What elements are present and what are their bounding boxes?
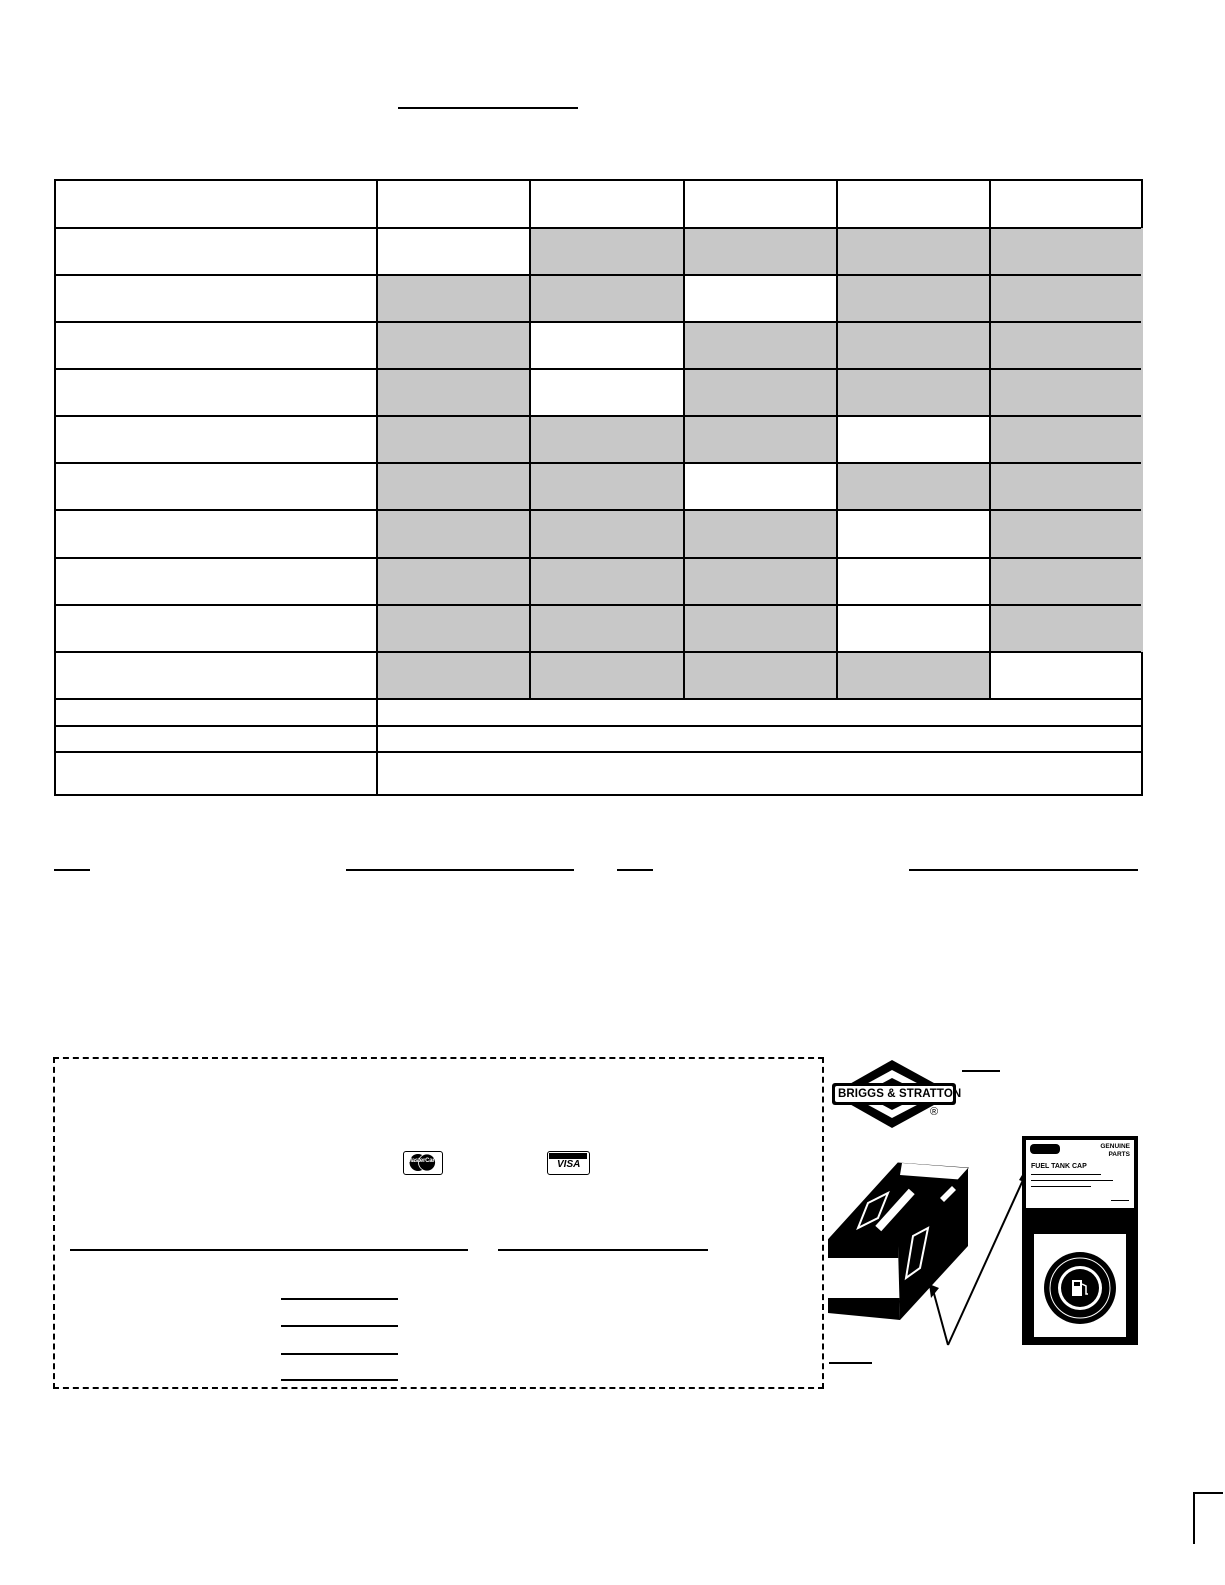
shaded-cell (530, 416, 684, 463)
shaded-cell (684, 369, 837, 416)
table-row-divider (56, 604, 1141, 606)
briggs-stratton-logo (830, 1058, 960, 1130)
shaded-cell (990, 463, 1143, 510)
visa-logo[interactable] (547, 1151, 590, 1175)
table-row-divider (56, 698, 1141, 700)
visa-label: VISA (557, 1159, 581, 1170)
maintenance-schedule-table (54, 179, 1143, 796)
table-column-divider (683, 181, 685, 699)
shaded-cell (837, 228, 990, 275)
pointer-arrows (925, 1160, 1035, 1355)
registered-mark: ® (930, 1106, 939, 1118)
shaded-cell (684, 652, 837, 699)
packaged-fuel-tank-cap (1022, 1136, 1138, 1345)
shaded-cell (377, 322, 530, 369)
shaded-cell (530, 605, 684, 652)
table-row-divider (56, 751, 1141, 753)
form-line-1 (281, 1298, 398, 1300)
shaded-cell (837, 463, 990, 510)
shaded-cell (377, 463, 530, 510)
table-row-divider (56, 415, 1141, 417)
table-row-divider (56, 725, 1141, 727)
shaded-cell (684, 416, 837, 463)
form-line-date (498, 1249, 708, 1251)
table-label-column-divider (376, 181, 378, 794)
shaded-cell (684, 322, 837, 369)
form-line-2 (281, 1325, 398, 1327)
form-line-3 (281, 1353, 398, 1355)
table-column-divider (836, 181, 838, 699)
logo-text: BRIGGS & STRATTON (838, 1088, 962, 1100)
shaded-cell (377, 605, 530, 652)
page-corner-mark (1193, 1492, 1223, 1544)
table-row-divider (56, 557, 1141, 559)
shaded-cell (837, 275, 990, 322)
order-form (53, 1057, 824, 1389)
table-row-divider (56, 321, 1141, 323)
mastercard-label: MasterCard (407, 1158, 439, 1164)
shaded-cell (990, 558, 1143, 605)
shaded-cell (377, 369, 530, 416)
package-line-3 (1031, 1186, 1091, 1187)
shaded-cell (377, 558, 530, 605)
shaded-cell (684, 228, 837, 275)
package-label-area (1026, 1140, 1134, 1208)
table-row-divider (56, 274, 1141, 276)
header-underline (398, 107, 578, 109)
note-underline-left-short (54, 869, 90, 871)
package-mini-logo (1030, 1144, 1060, 1154)
shaded-cell (530, 228, 684, 275)
shaded-cell (684, 605, 837, 652)
shaded-cell (684, 510, 837, 558)
table-column-divider (529, 181, 531, 699)
shaded-cell (837, 322, 990, 369)
package-line-1 (1031, 1174, 1101, 1175)
table-row-divider (56, 227, 1141, 229)
shaded-cell (530, 463, 684, 510)
table-row-divider (56, 368, 1141, 370)
shaded-cell (990, 510, 1143, 558)
form-line-name (70, 1249, 468, 1251)
table-row-divider (56, 509, 1141, 511)
figure-label-bottom (829, 1362, 872, 1364)
shaded-cell (377, 652, 530, 699)
shaded-cell (990, 605, 1143, 652)
genuine-parts-label: GENUINE PARTS (1100, 1143, 1130, 1158)
product-name-label: FUEL TANK CAP (1031, 1163, 1087, 1170)
figure-label-top (962, 1070, 1000, 1072)
shaded-cell (377, 416, 530, 463)
shaded-cell (990, 228, 1143, 275)
shaded-cell (990, 275, 1143, 322)
shaded-cell (837, 652, 990, 699)
package-blister-window (1034, 1234, 1126, 1337)
table-row-divider (56, 651, 1141, 653)
note-underline-right-short (617, 869, 653, 871)
package-part-no-line (1111, 1200, 1129, 1201)
shaded-cell (530, 652, 684, 699)
shaded-cell (990, 416, 1143, 463)
shaded-cell (377, 275, 530, 322)
package-line-2 (1031, 1180, 1113, 1181)
shaded-cell (377, 510, 530, 558)
fuel-pump-icon (1068, 1276, 1092, 1300)
shaded-cell (530, 275, 684, 322)
mastercard-logo[interactable] (403, 1151, 443, 1175)
form-line-4 (281, 1379, 398, 1381)
shaded-cell (837, 369, 990, 416)
shaded-cell (530, 510, 684, 558)
table-row-divider (56, 462, 1141, 464)
shaded-cell (530, 558, 684, 605)
note-underline-right-long (909, 869, 1138, 871)
shaded-cell (990, 322, 1143, 369)
shaded-cell (684, 558, 837, 605)
table-column-divider (989, 181, 991, 699)
shaded-cell (990, 369, 1143, 416)
note-underline-left-long (346, 869, 574, 871)
